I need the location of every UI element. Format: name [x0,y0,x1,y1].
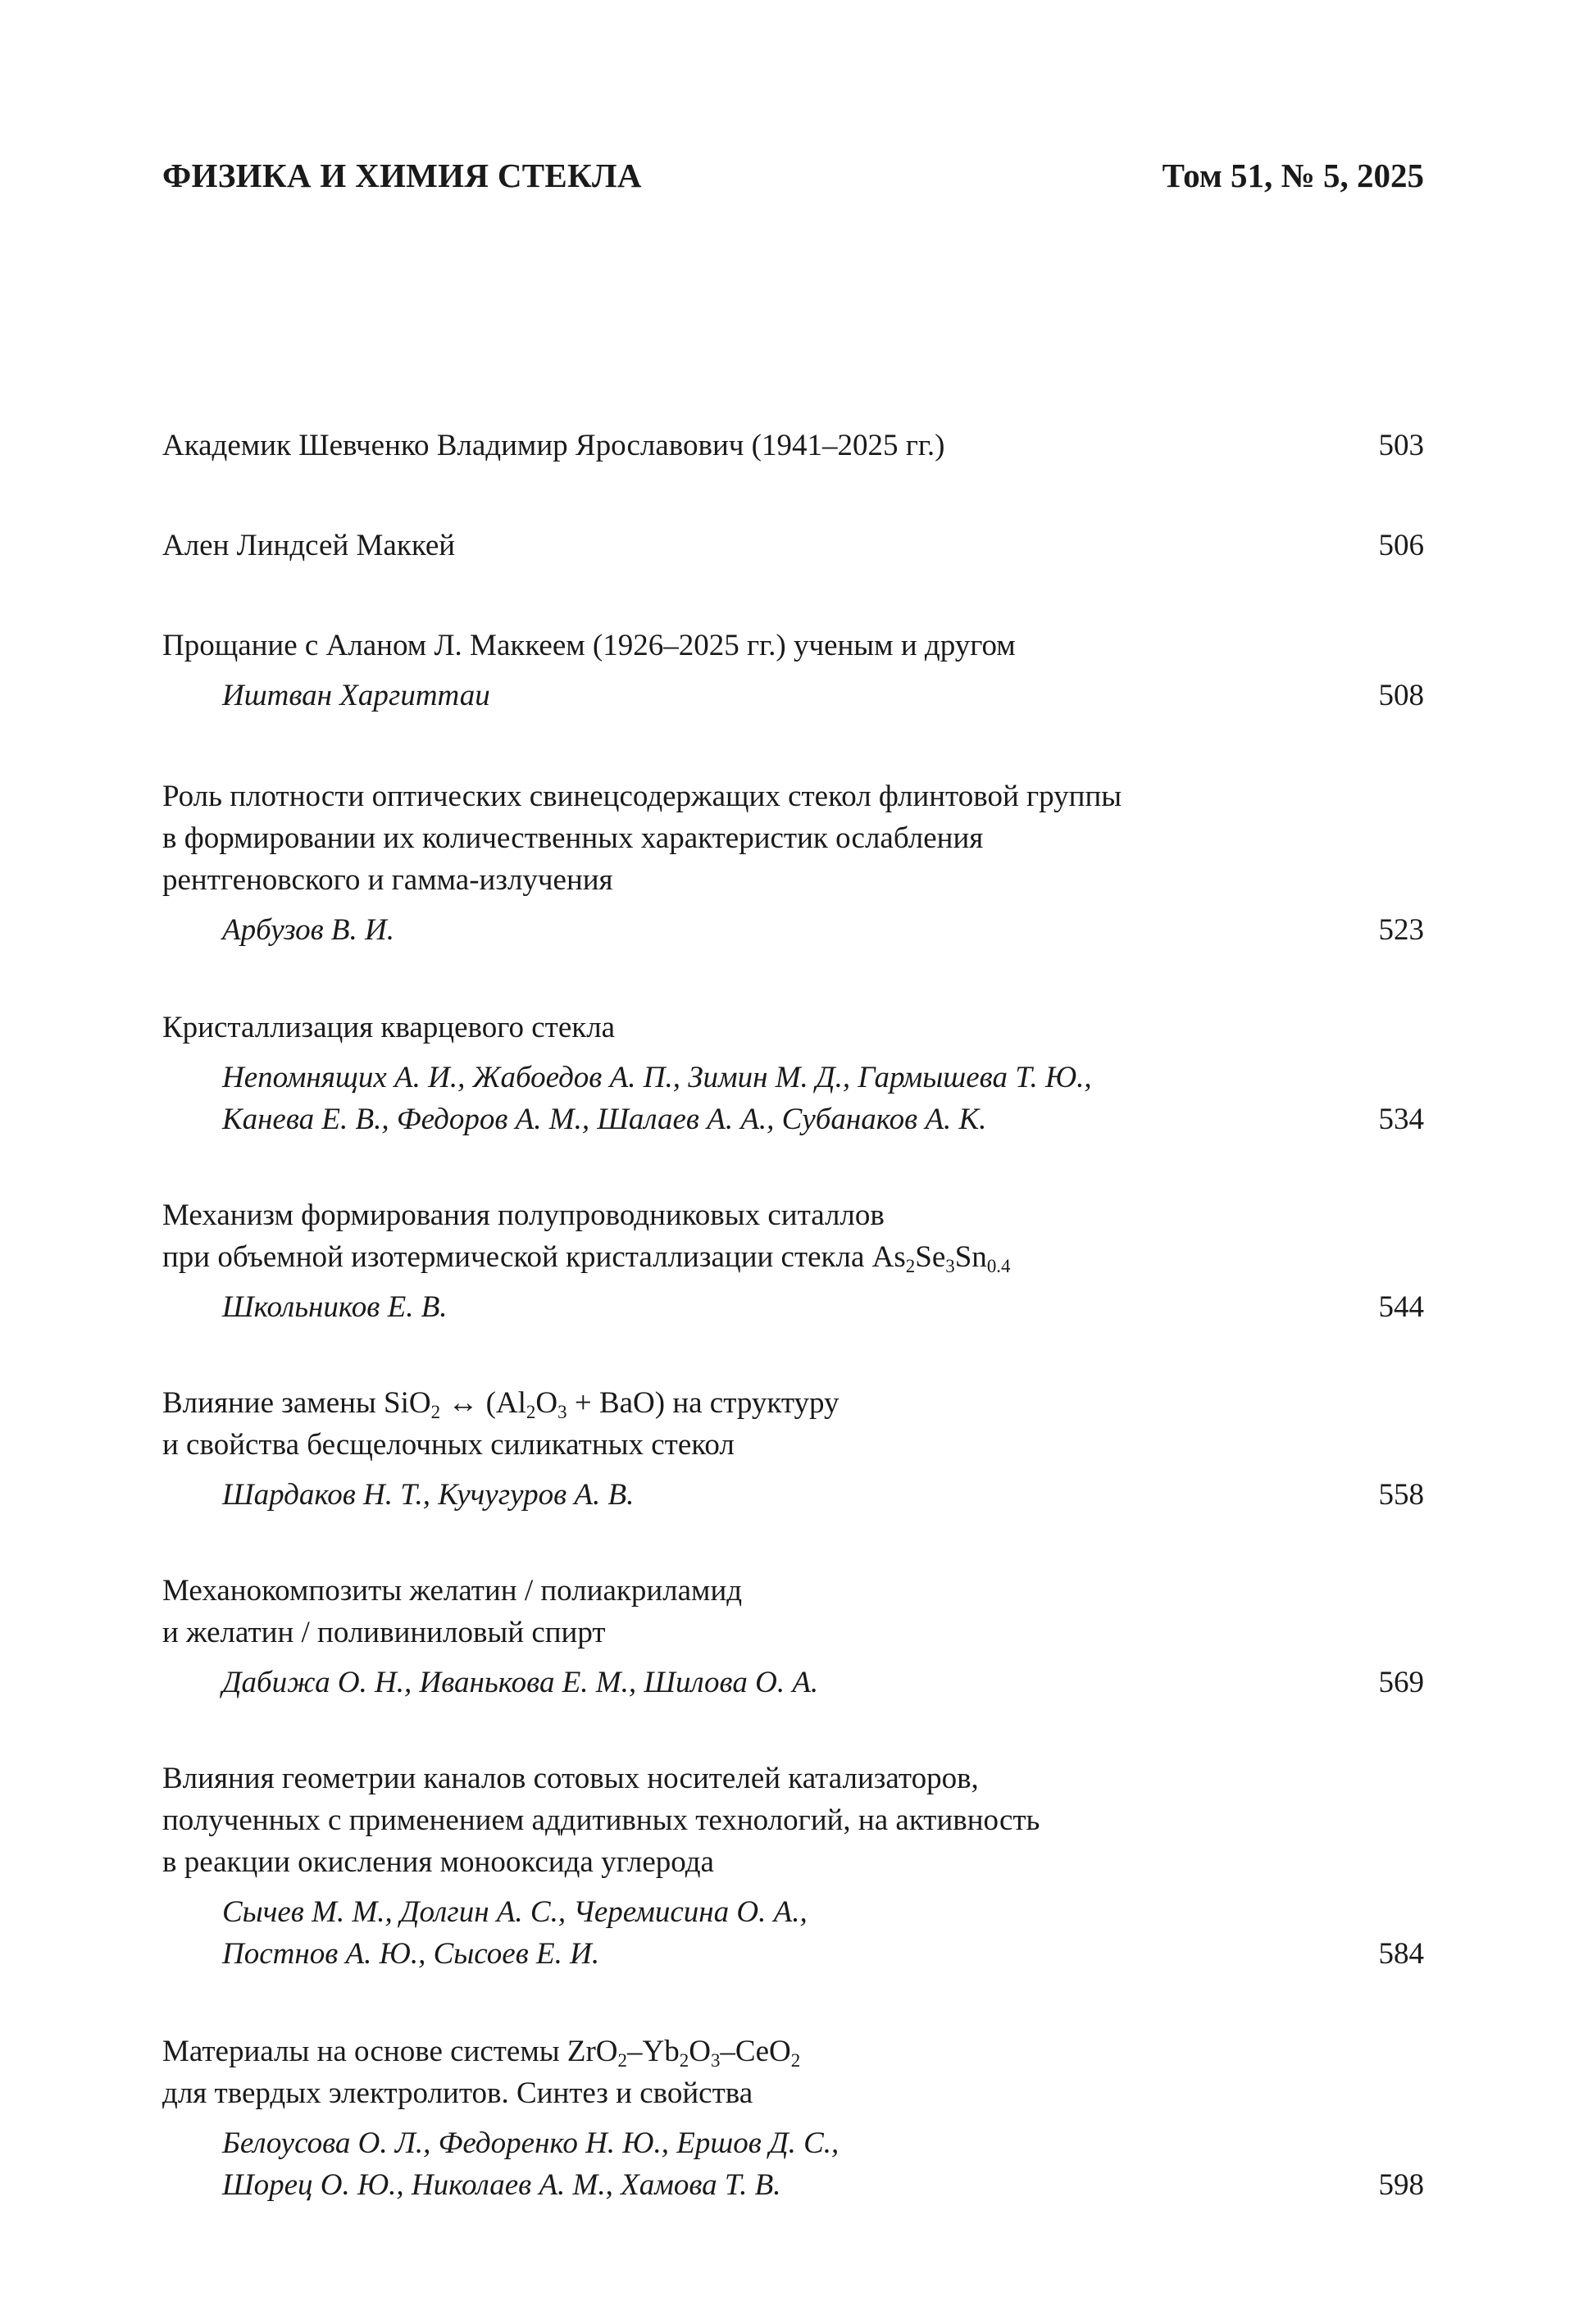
formula-subscript: 3 [557,1401,567,1422]
authors-line: Шардаков Н. Т., Кучугуров А. В. [222,1478,635,1512]
toc-entry[interactable] [162,1194,1424,1328]
formula-text: O [535,1386,558,1420]
article-title-line: для твердых электролитов. Синтез и свойства [162,2076,753,2110]
toc-entry[interactable] [162,625,1424,716]
toc-entry[interactable] [162,1758,1424,1975]
title-text: при объемной изотермической кристаллизации стекла As [162,1240,906,1274]
authors-line: Шорец О. Ю., Николаев А. М., Хамова Т. В. [222,2168,781,2202]
article-authors [162,675,1424,716]
formula-subscript: 3 [710,2049,721,2071]
article-authors [162,2122,1424,2206]
article-title-line: Механокомпозиты желатин / полиакриламид [162,1574,743,1608]
page-number: 503 [1378,429,1424,462]
article-authors [162,909,1424,951]
article-authors [162,1891,1424,1975]
article-title-line [162,2031,1424,2072]
toc-entry[interactable] [162,525,1424,566]
authors-line: Канева Е. В., Федоров А. М., Шалаев А. А., Субанаков А. К. [222,1103,987,1136]
formula-text: Se [915,1240,946,1274]
article-authors [162,1286,1424,1328]
article-title: Кристаллизация кварцевого стекла [162,1011,616,1044]
page-number: 508 [1378,679,1424,712]
page-number: 523 [1378,913,1424,947]
page-number: 558 [1378,1478,1424,1512]
formula-subscript: 2 [790,2049,801,2071]
toc-entry[interactable] [162,1382,1424,1516]
formula-subscript: 2 [430,1401,441,1422]
article-title-line [162,1382,1424,1424]
page-number: 534 [1378,1103,1424,1136]
formula-text: O [689,2035,711,2068]
formula-subscript: 2 [679,2049,689,2071]
article-title-line [162,1236,1424,1278]
formula-subscript: 2 [526,1401,536,1422]
title-text: Влияние замены SiO [162,1386,431,1420]
article-title-line: в реакции окисления монооксида углерода [162,1845,714,1879]
table-of-contents [162,425,1424,2206]
authors-line: Школьников Е. В. [222,1290,448,1324]
formula-text: –Yb [627,2035,680,2068]
page-number: 506 [1378,529,1424,562]
authors-line: Непомнящих А. И., Жабоедов А. П., Зимин М. Д., Гармышева Т. Ю., [222,1061,1092,1094]
page-number: 584 [1378,1937,1424,1971]
article-title: Прощание с Аланом Л. Маккеем (1926–2025 гг.) ученым и другом [162,629,1016,662]
toc-entry[interactable] [162,1007,1424,1140]
article-authors [162,1474,1424,1516]
toc-entry[interactable] [162,425,1424,466]
page-number: 569 [1378,1666,1424,1699]
page-number: 544 [1378,1290,1424,1324]
article-title: Академик Шевченко Владимир Ярославович (1941–2025 гг.) [162,429,945,462]
article-authors [162,1662,1424,1703]
article-title-line: и свойства бесщелочных силикатных стекол [162,1428,735,1462]
formula-subscript: 2 [617,2049,627,2071]
formula-subscript: 2 [905,1255,916,1276]
article-authors [162,1057,1424,1140]
article-title-line: Механизм формирования полупроводниковых ситаллов [162,1198,885,1232]
authors-line: Дабижа О. Н., Иванькова Е. М., Шилова О. А. [222,1666,819,1699]
authors-line: Постнов А. Ю., Сысоев Е. И. [222,1937,600,1971]
formula-text: + BaO) на структуру [566,1386,840,1420]
authors-line: Арбузов В. И. [222,913,394,947]
journal-title: ФИЗИКА И ХИМИЯ СТЕКЛА [162,157,642,194]
article-title-line: и желатин / поливиниловый спирт [162,1616,606,1649]
toc-entry[interactable] [162,1570,1424,1703]
page-number: 598 [1378,2168,1424,2202]
article-title-line: Роль плотности оптических свинецсодержащих стекол флинтовой группы [162,780,1122,813]
article-title-line: в формировании их количественных характеристик ослабления [162,821,984,855]
title-text: Материалы на основе системы ZrO [162,2035,618,2068]
formula-text: ↔ (Al [440,1386,526,1420]
article-title-line: рентгеновского и гамма-излучения [162,863,613,897]
authors-line: Сычев М. М., Долгин А. С., Черемисина О. А., [222,1895,808,1929]
article-title: Ален Линдсей Маккей [162,529,456,562]
toc-entry[interactable] [162,775,1424,951]
toc-entry[interactable] [162,2031,1424,2206]
authors-line: Иштван Харгиттаи [222,679,490,712]
formula-subscript: 3 [945,1255,955,1276]
issue-info: Том 51, № 5, 2025 [1162,157,1424,194]
article-title-line: Влияния геометрии каналов сотовых носителей катализаторов, [162,1762,979,1795]
formula-text: –CeO [720,2035,791,2068]
authors-line: Белоусова О. Л., Федоренко Н. Ю., Ершов Д. С., [222,2126,840,2160]
formula-subscript: 0.4 [986,1255,1011,1276]
article-title-line: полученных с применением аддитивных технологий, на активность [162,1803,1040,1837]
formula-text: Sn [954,1240,987,1274]
